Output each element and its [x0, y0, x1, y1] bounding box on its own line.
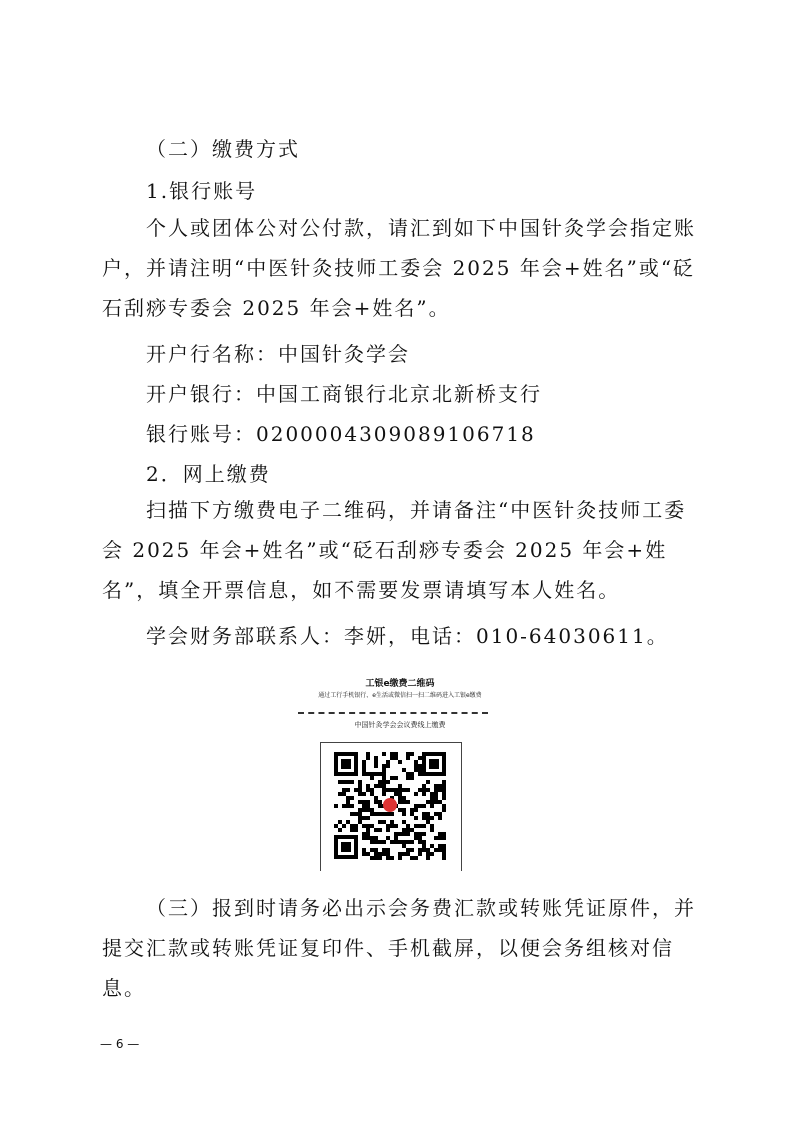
- bank-paragraph: 个人或团体公对公付款，请汇到如下中国针灸学会指定账户，并请注明“中医针灸技师工委会 2025 年会+姓名”或“砭石刮痧专委会 2025 年会+姓名”。: [102, 216, 696, 320]
- section3-paragraph: （三）报到时请务必出示会务费汇款或转账凭证原件，并提交汇款或转账凭证复印件、手机截屏，以便会务组核对信息。: [102, 896, 696, 1000]
- bank-heading: 1.银行账号: [146, 179, 258, 203]
- section2-title: （二）缴费方式: [146, 137, 300, 161]
- qr-caption: 中国针灸学会会议费线上缴费: [354, 721, 446, 729]
- contact-line: 学会财务部联系人：李妍，电话：010-64030611。: [146, 624, 669, 648]
- account-number: 银行账号：0200004309089106718: [146, 422, 536, 446]
- qr-title: 工银e缴费二维码: [365, 679, 435, 689]
- account-name: 开户行名称：中国针灸学会: [146, 342, 410, 366]
- page-number: — 6 —: [100, 1037, 140, 1051]
- qr-divider: [298, 712, 488, 714]
- bank-name: 开户银行：中国工商银行北京北新桥支行: [146, 382, 542, 406]
- payment-qr-code[interactable]: [330, 748, 450, 863]
- online-paragraph: 扫描下方缴费电子二维码，并请备注“中医针灸技师工委会 2025 年会+姓名”或“砭石刮痧专委会 2025 年会+姓名”，填全开票信息，如不需要发票请填写本人姓名。: [102, 498, 687, 602]
- online-heading: 2．网上缴费: [146, 462, 271, 486]
- qr-subtitle: 通过工行手机银行、e生活或微信扫一扫二维码进入工银e缴费: [318, 692, 482, 699]
